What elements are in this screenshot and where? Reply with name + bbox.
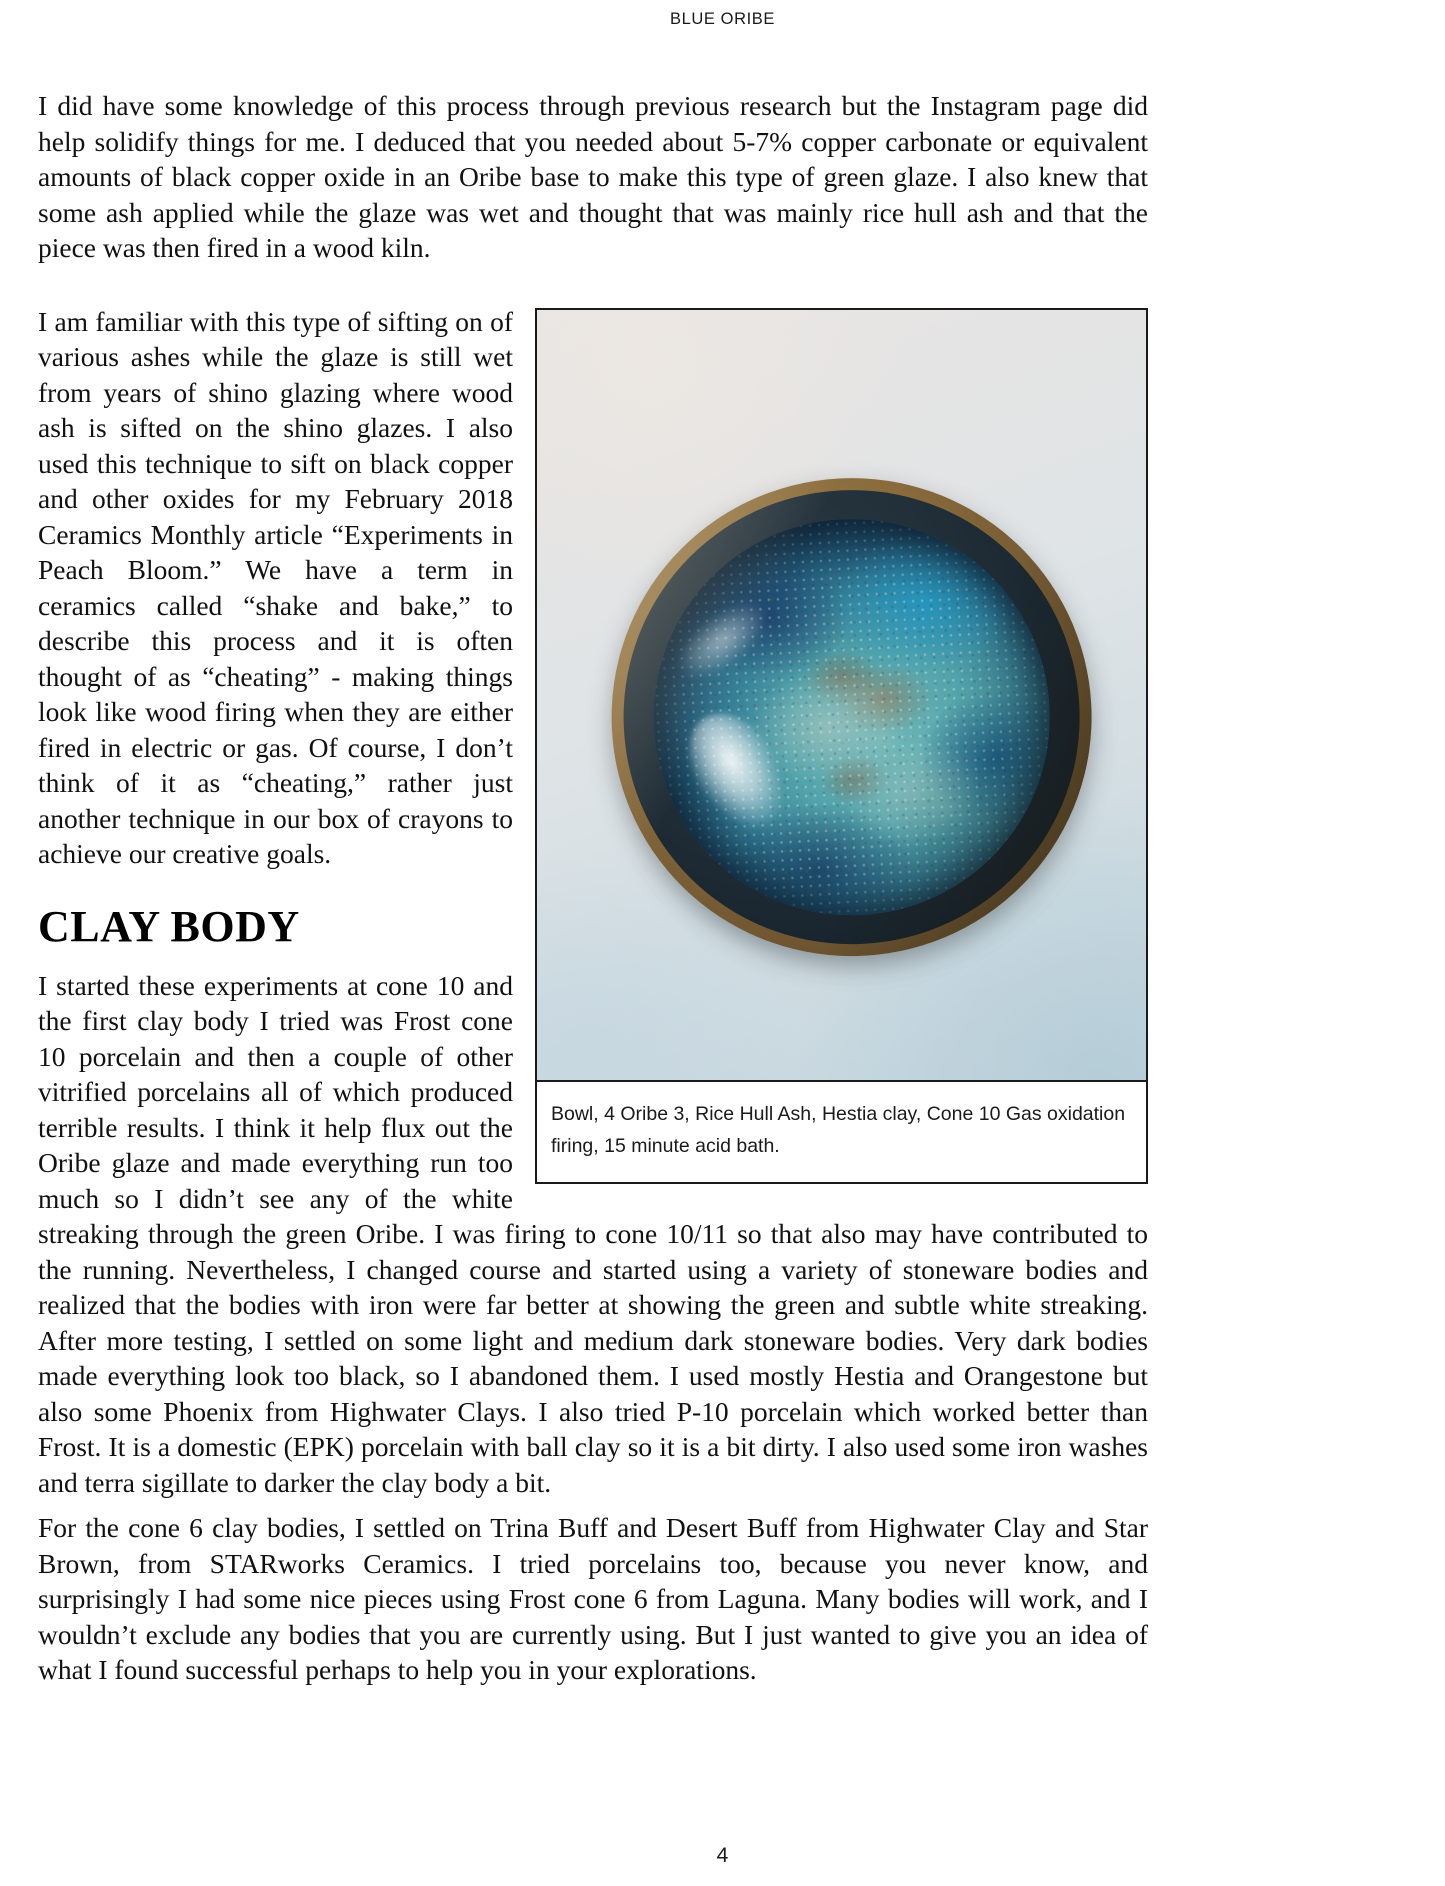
paragraph-spacer-small	[38, 1500, 1148, 1510]
bowl-interior-glaze	[643, 509, 1059, 926]
bowl-photograph	[537, 310, 1146, 1082]
paragraph-clay-body-experiments: I started these experiments at cone 10 and the first clay body I tried was Frost cone 10 porcelain and then a couple of other vitrified porcelains all of which produced terrible results. I think it help flux out the Oribe glaze and made everything run too much so I didn’t see any of the white streaking through the green Oribe. I was firing to cone 10/11 so that also may have contributed to the running. Nevertheless, I changed course and started using a variety of stoneware bodies and realized that the bodies with iron were far better at showing the green and subtle white streaking. After more testing, I settled on some light and medium dark stoneware bodies. Very dark bodies made everything look too black, so I abandoned them. I used mostly Hestia and Orangestone but also some Phoenix from Highwater Clays. I also tried P-10 porcelain which worked better than Frost. It is a domestic (EPK) porcelain with ball clay so it is a bit dirty. I also used some iron washes and terra sigillate to darker the clay body a bit.	[38, 969, 1148, 1498]
bowl-outer-rim	[599, 466, 1103, 968]
paragraph-cone-6-bodies: For the cone 6 clay bodies, I settled on Trina Buff and Desert Buff from Highwater Clay and Star Brown, from STARworks Ceramics. I tried porcelains too, because you never know, and surprisingly I had some nice pieces using Frost cone 6 from Laguna. Many bodies will work, and I wouldn’t exclude any bodies that you are currently using. But I just wanted to give you an idea of what I found successful perhaps to help you in your explorations.	[38, 1512, 1148, 1686]
running-header: BLUE ORIBE	[669, 10, 776, 28]
page-number: 4	[716, 1844, 729, 1867]
figure-bowl	[535, 308, 1148, 1184]
page-content	[38, 88, 1148, 1688]
paragraph-intro-process: I did have some knowledge of this process through previous research but the Instagram page did help solidify things for me. I deduced that you needed about 5-7% copper carbonate or equivalent amounts of black copper oxide in an Oribe base to make this type of green glaze. I also knew that some ash applied while the glaze was wet and thought that was mainly rice hull ash and that the piece was then fired in a wood kiln.	[38, 90, 1148, 263]
paragraph-sifting-ashes: I am familiar with this type of sifting on of various ashes while the glaze is still wet from years of shino glazing where wood ash is sifted on the shino glazes. I also used this technique to sift on black copper and other oxides for my February 2018 Ceramics Monthly article “Experiments in Peach Bloom.” We have a term in ceramics called “shake and bake,” to describe this process and it is often thought of as “cheating” - making things look like wood firing when they are either fired in electric or gas. Of course, I don’t think of it as “cheating,” rather just another technique in our box of crayons to achieve our creative goals.	[38, 305, 513, 869]
section-heading-clay-body: CLAY BODY	[38, 901, 300, 951]
bowl-dark-glaze-band	[612, 479, 1090, 955]
glaze-blue-pools	[643, 509, 1059, 926]
paragraph-spacer	[38, 266, 1148, 304]
glaze-ash-and-iron-spots	[643, 509, 1059, 926]
bowl-secondary-highlight	[664, 588, 780, 694]
bowl-specular-highlight	[669, 697, 803, 846]
figure-caption: Bowl, 4 Oribe 3, Rice Hull Ash, Hestia clay, Cone 10 Gas oxidation firing, 15 minute acid bath.	[551, 1102, 1126, 1157]
glaze-inner-shading	[643, 509, 1059, 926]
glaze-speckle-texture	[643, 509, 1059, 926]
ceramic-bowl	[599, 466, 1103, 968]
